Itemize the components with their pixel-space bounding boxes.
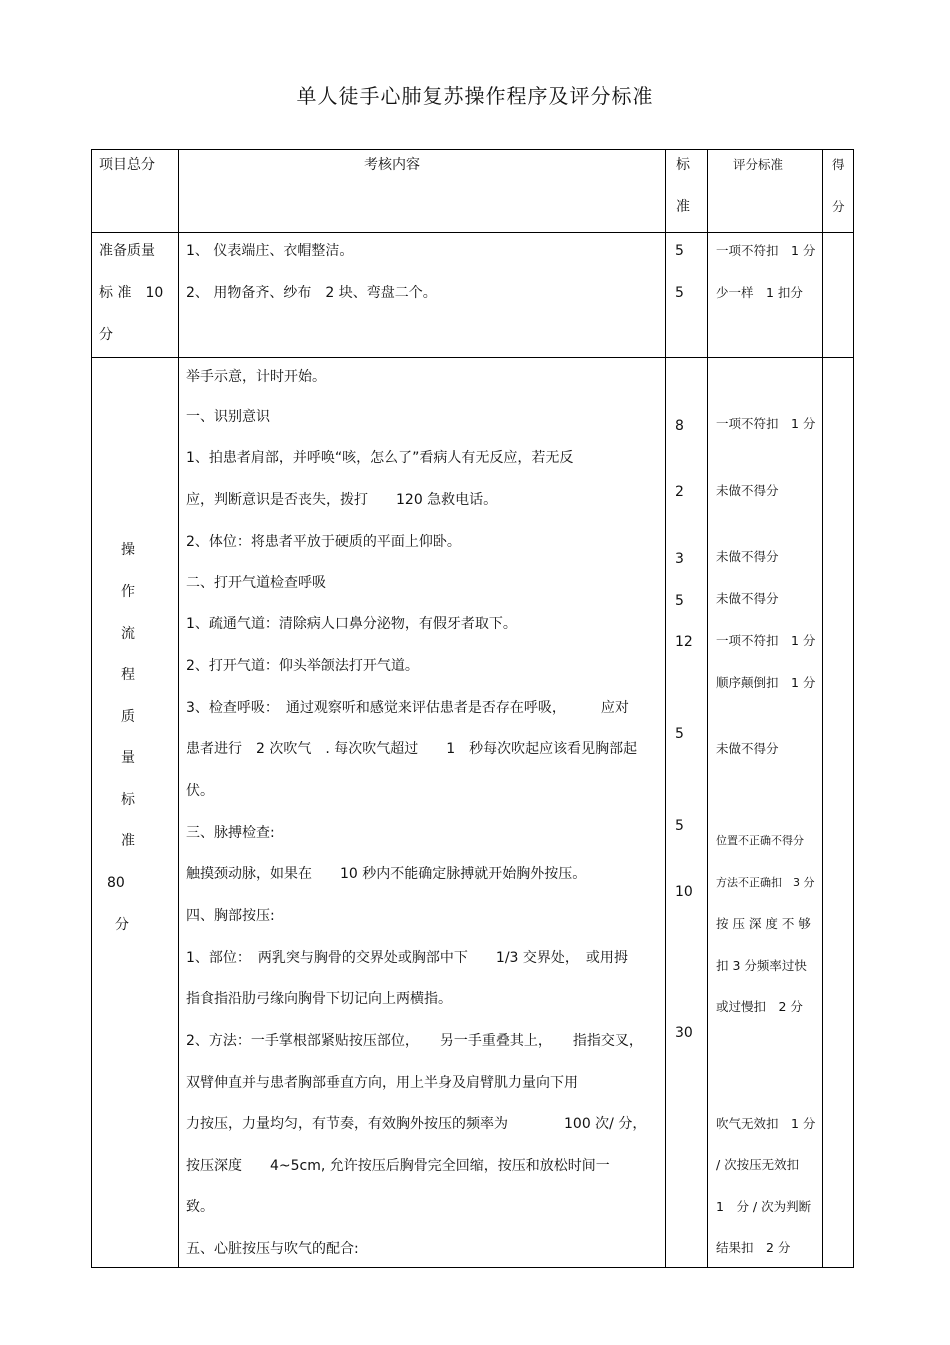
prep-score: 5 bbox=[675, 243, 684, 259]
header-content: 考核内容 bbox=[364, 157, 420, 173]
op-content-line: 一、识别意识 bbox=[186, 409, 270, 425]
prep-criteria: 一项不符扣 1 分 bbox=[716, 243, 816, 258]
op-score: 5 bbox=[675, 726, 684, 742]
op-score: 5 bbox=[675, 593, 684, 609]
op-cell-points bbox=[822, 357, 854, 1268]
op-cell-item bbox=[91, 357, 179, 1268]
header-cell-content bbox=[178, 149, 666, 233]
header-standard-l2: 准 bbox=[676, 199, 690, 215]
op-criteria: 方法不正确扣 3 分 bbox=[716, 876, 815, 889]
op-item-char: 操 bbox=[121, 542, 135, 558]
op-content-line: 致。 bbox=[186, 1199, 214, 1215]
op-item-char: 分 bbox=[115, 917, 129, 933]
op-criteria: 顺序颠倒扣 1 分 bbox=[716, 675, 816, 690]
op-score: 12 bbox=[675, 634, 693, 650]
op-content-line: 指食指沿肋弓缘向胸骨下切记向上两横指。 bbox=[186, 991, 452, 1007]
op-score: 10 bbox=[675, 884, 693, 900]
op-content-line: 2、体位：将患者平放于硬质的平面上仰卧。 bbox=[186, 534, 461, 550]
op-content-line: 伏。 bbox=[186, 783, 214, 799]
op-content-line: 3、检查呼吸： 通过观察听和感觉来评估患者是否存在呼吸， 应对 bbox=[186, 700, 629, 716]
prep-item-l2: 标 准 10 bbox=[99, 285, 164, 301]
op-content-line: 患者进行 2 次吹气 . 每次吹气超过 1 秒每次吹起应该看见胸部起 bbox=[186, 741, 638, 757]
op-content-line: 力按压，力量均匀，有节奏，有效胸外按压的频率为 100 次/ 分， bbox=[186, 1116, 647, 1132]
prep-criteria: 少一样 1 扣分 bbox=[716, 285, 803, 300]
op-criteria: 或过慢扣 2 分 bbox=[716, 999, 803, 1014]
op-content-line: 2、方法：一手掌根部紧贴按压部位， 另一手重叠其上， 指指交叉， bbox=[186, 1033, 643, 1049]
op-criteria: 未做不得分 bbox=[716, 591, 779, 606]
prep-item-l1: 准备质量 bbox=[99, 243, 155, 259]
op-content-line: 二、打开气道检查呼吸 bbox=[186, 575, 326, 591]
op-score: 30 bbox=[675, 1025, 693, 1041]
op-item-char: 质 bbox=[121, 709, 135, 725]
op-criteria: 一项不符扣 1 分 bbox=[716, 633, 816, 648]
op-content-line: 1、拍患者肩部，并呼唤“咳，怎么了”看病人有无反应，若无反 bbox=[186, 450, 574, 466]
prep-content-line: 2、 用物备齐、纱布 2 块、弯盘二个。 bbox=[186, 285, 437, 301]
prep-cell-points bbox=[822, 232, 854, 358]
op-content-line: 1、部位： 两乳突与胸骨的交界处或胸部中下 1/3 交界处， 或用拇 bbox=[186, 950, 628, 966]
header-item-total: 项目总分 bbox=[99, 157, 155, 173]
op-score: 2 bbox=[675, 484, 684, 500]
op-item-char: 程 bbox=[121, 667, 135, 683]
op-content-line: 按压深度 4~5cm, 允许按压后胸骨完全回缩，按压和放松时间一 bbox=[186, 1158, 610, 1174]
op-criteria: 未做不得分 bbox=[716, 483, 779, 498]
prep-content-line: 1、 仪表端庄、衣帽整洁。 bbox=[186, 243, 354, 259]
op-score: 8 bbox=[675, 418, 684, 434]
op-criteria: 吹气无效扣 1 分 bbox=[716, 1116, 816, 1131]
op-score: 5 bbox=[675, 818, 684, 834]
op-criteria: 结果扣 2 分 bbox=[716, 1240, 791, 1255]
header-standard-l1: 标 bbox=[676, 157, 690, 173]
op-item-char: 作 bbox=[121, 584, 135, 600]
op-criteria: 位置不正确不得分 bbox=[716, 834, 804, 847]
op-content-line: 四、胸部按压: bbox=[186, 908, 275, 924]
op-score: 3 bbox=[675, 551, 684, 567]
op-criteria: 1 分 / 次为判断 bbox=[716, 1199, 812, 1214]
op-content-line: 举手示意，计时开始。 bbox=[186, 369, 326, 385]
op-item-char: 80 bbox=[107, 875, 125, 891]
page-title: 单人徒手心肺复苏操作程序及评分标准 bbox=[296, 84, 654, 108]
op-item-char: 准 bbox=[121, 833, 135, 849]
op-item-char: 量 bbox=[121, 750, 135, 766]
op-content-line: 三、脉搏检查: bbox=[186, 825, 275, 841]
header-points-l1: 得 bbox=[832, 157, 845, 172]
header-points-l2: 分 bbox=[832, 199, 845, 214]
header-criteria: 评分标准 bbox=[733, 157, 784, 172]
prep-score: 5 bbox=[675, 285, 684, 301]
op-criteria: 扣 3 分频率过快 bbox=[716, 958, 807, 973]
op-criteria: / 次按压无效扣 bbox=[716, 1157, 800, 1172]
op-content-line: 触摸颈动脉，如果在 10 秒内不能确定脉搏就开始胸外按压。 bbox=[186, 866, 587, 882]
op-content-line: 应，判断意识是否丧失，拨打 120 急救电话。 bbox=[186, 492, 498, 508]
op-cell-score bbox=[665, 357, 708, 1268]
op-content-line: 1、疏通气道：清除病人口鼻分泌物，有假牙者取下。 bbox=[186, 616, 517, 632]
op-content-line: 2、打开气道：仰头举颌法打开气道。 bbox=[186, 658, 419, 674]
op-criteria: 一项不符扣 1 分 bbox=[716, 416, 816, 431]
op-content-line: 双臂伸直并与患者胸部垂直方向，用上半身及肩臂肌力量向下用 bbox=[186, 1075, 578, 1091]
op-item-char: 流 bbox=[121, 626, 135, 642]
prep-item-l3: 分 bbox=[99, 327, 113, 343]
op-criteria: 未做不得分 bbox=[716, 741, 779, 756]
op-criteria: 未做不得分 bbox=[716, 549, 779, 564]
op-item-char: 标 bbox=[121, 792, 135, 808]
op-content-line: 五、心脏按压与吹气的配合: bbox=[186, 1241, 359, 1257]
op-criteria: 按 压 深 度 不 够 bbox=[716, 916, 811, 931]
prep-cell-score bbox=[665, 232, 708, 358]
